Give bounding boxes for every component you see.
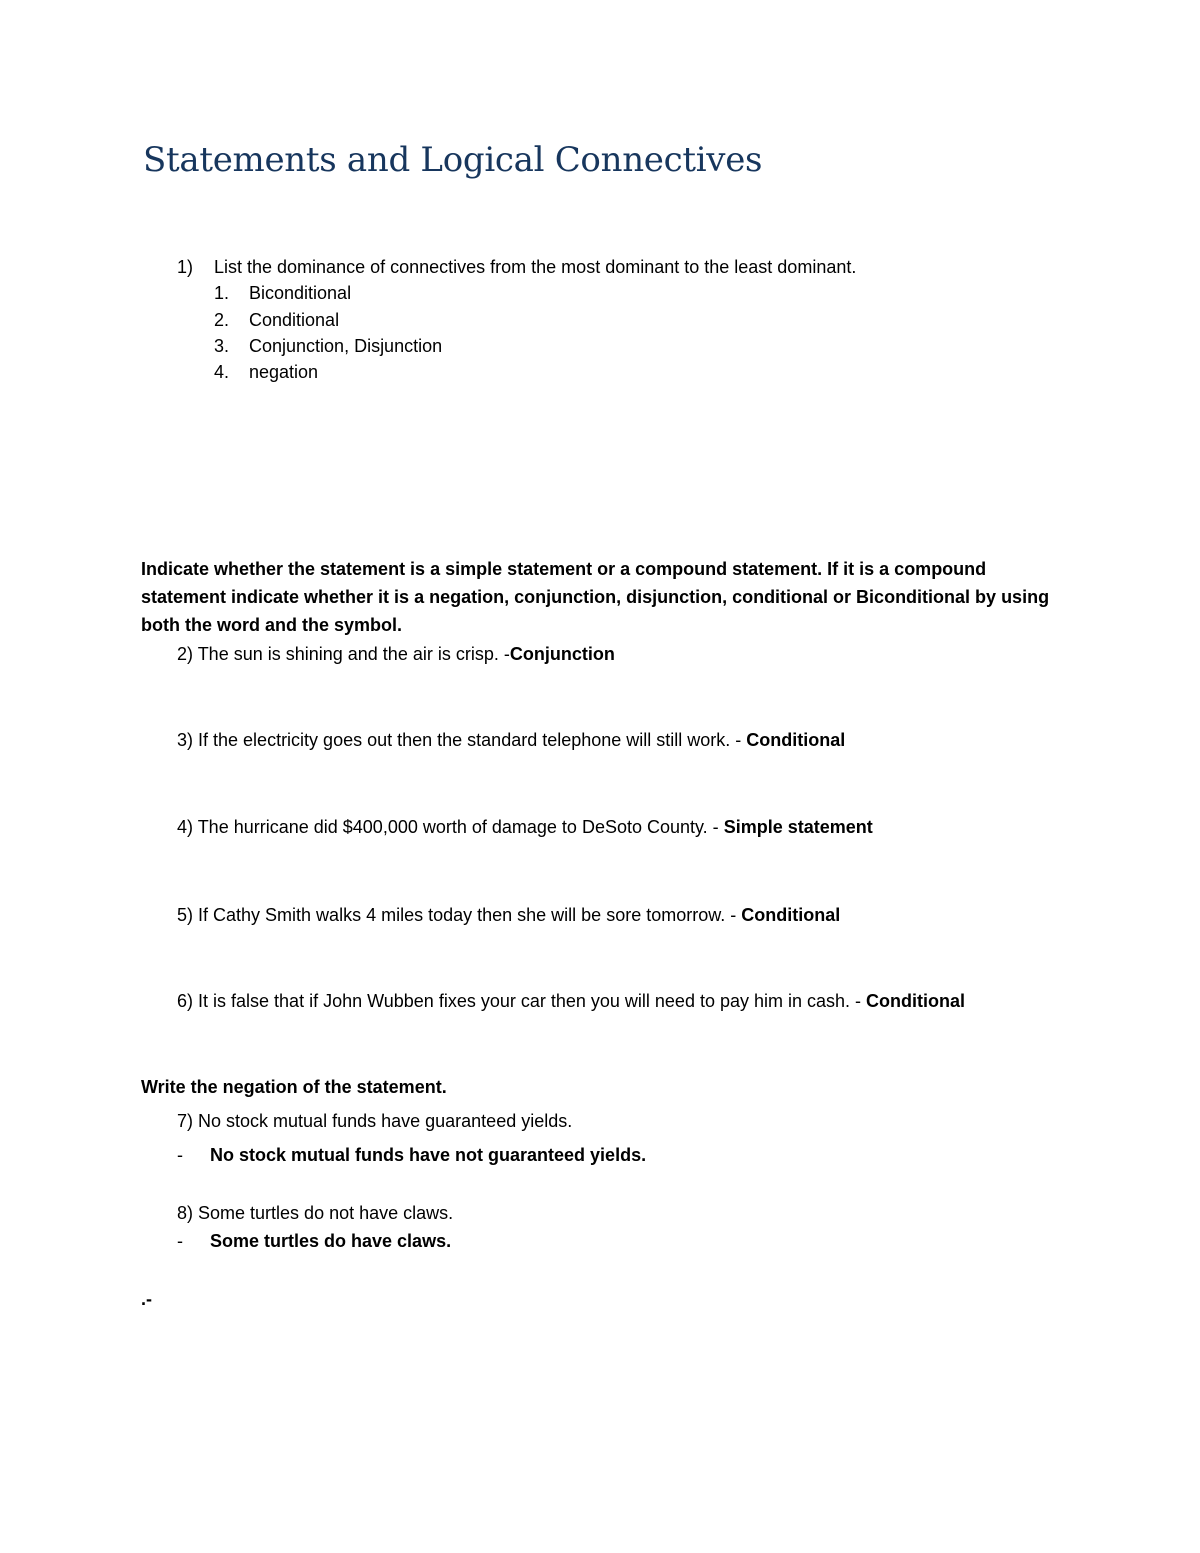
question-text: Some turtles do not have claws.	[193, 1203, 454, 1223]
section1-instruction: Indicate whether the statement is a simple statement or a compound statement. If it is a compound statement indicate whether it is a negation, conjunction, disjunction, conditional or Biconditional by using both the word and the symbol.	[141, 559, 1050, 635]
list-item: negation	[249, 362, 319, 382]
q1-text: List the dominance of connectives from the most dominant to the least dominant.	[214, 257, 857, 277]
page-title: Statements and Logical Connectives	[143, 140, 763, 180]
list-item: Conjunction, Disjunction	[249, 336, 443, 356]
list-item: Biconditional	[249, 283, 352, 303]
question-2	[177, 643, 615, 665]
question-number: 7)	[177, 1111, 194, 1131]
question-number: 4)	[177, 817, 194, 837]
answer-dash: -	[177, 1231, 183, 1251]
answer-text: Conditional	[741, 905, 841, 925]
list-item: Conditional	[249, 310, 340, 330]
question-text: If Cathy Smith walks 4 miles today then she will be sore tomorrow. -	[193, 905, 742, 925]
question-8	[177, 1202, 453, 1224]
question-text: The sun is shining and the air is crisp. -	[193, 644, 510, 664]
answer-text: No stock mutual funds have not guaranteed yields.	[210, 1145, 647, 1165]
answer-text: Conditional	[866, 991, 966, 1011]
list-item-number: 3.	[214, 336, 230, 356]
question-text: It is false that if John Wubben fixes your car then you will need to pay him in cash. -	[193, 991, 867, 1011]
trailing-mark: .-	[141, 1289, 152, 1309]
question-number: 2)	[177, 644, 194, 664]
answer-text: Some turtles do have claws.	[210, 1231, 452, 1251]
question-number: 3)	[177, 730, 194, 750]
question-number: 6)	[177, 991, 194, 1011]
answer-dash: -	[177, 1145, 183, 1165]
answer-text: Conjunction	[509, 644, 615, 664]
question-text: No stock mutual funds have guaranteed yields.	[193, 1111, 573, 1131]
answer-text: Simple statement	[723, 817, 873, 837]
question-number: 8)	[177, 1203, 194, 1223]
question-6	[177, 990, 965, 1012]
question-number: 5)	[177, 905, 194, 925]
question-5	[177, 904, 840, 926]
list-item-number: 4.	[214, 362, 230, 382]
question-text: The hurricane did $400,000 worth of damage to DeSoto County. -	[193, 817, 724, 837]
question-3	[177, 729, 845, 751]
q1-number: 1)	[177, 257, 194, 277]
question-7	[177, 1110, 572, 1132]
list-item-number: 1.	[214, 283, 230, 303]
question-text: If the electricity goes out then the standard telephone will still work. -	[193, 730, 747, 750]
answer-text: Conditional	[746, 730, 846, 750]
list-item-number: 2.	[214, 310, 230, 330]
section2-instruction: Write the negation of the statement.	[141, 1077, 447, 1097]
question-4	[177, 816, 873, 838]
